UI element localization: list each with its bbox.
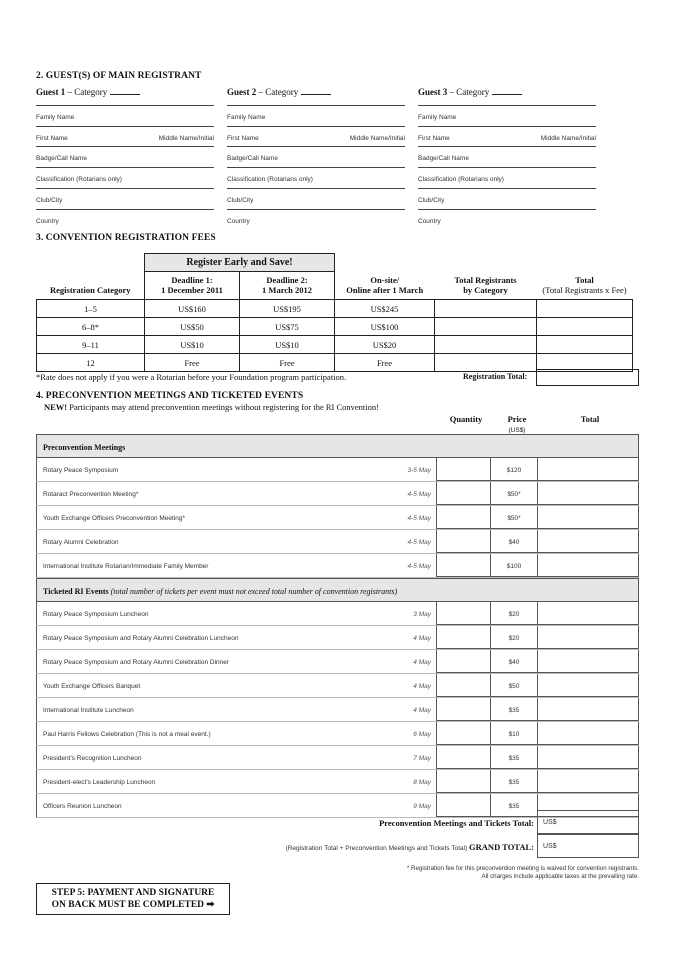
guest-1-column (36, 87, 214, 231)
event-total-input[interactable] (537, 530, 639, 553)
header-deadline-2: Deadline 2: 1 March 2012 (240, 272, 335, 300)
club-city-field[interactable]: Club/City (227, 189, 405, 210)
event-row (36, 482, 639, 506)
event-name: President-elect's Leadership Luncheon (43, 779, 156, 786)
event-name: Rotary Peace Symposium (43, 467, 119, 474)
quantity-input[interactable] (436, 746, 491, 769)
quantity-input[interactable] (436, 674, 491, 697)
registration-fees-table (36, 253, 633, 372)
total-registrants-input[interactable] (435, 300, 537, 318)
total-registrants-input[interactable] (435, 318, 537, 336)
event-row (36, 626, 639, 650)
event-date: 4 May (413, 659, 431, 666)
event-date: 4-5 May (407, 515, 431, 522)
event-row (36, 722, 639, 746)
event-name: Paul Harris Fellows Celebration (This is not a meal event.) (43, 731, 211, 738)
guest-2-column (227, 87, 405, 231)
total-registrants-input[interactable] (435, 336, 537, 354)
club-city-field[interactable]: Club/City (36, 189, 214, 210)
quantity-input[interactable] (436, 506, 491, 529)
ticketed-band: Ticketed RI Events (total number of tickets per event must not exceed total number of convention registrants) (36, 578, 639, 602)
event-price: $120 (491, 458, 537, 481)
event-price: $40 (491, 530, 537, 553)
event-name: Youth Exchange Officers Banquet (43, 683, 141, 690)
fee-deadline-1: Free (145, 354, 240, 372)
quantity-input[interactable] (436, 770, 491, 793)
grand-total-label: (Registration Total + Preconvention Meetings and Tickets Total) GRAND TOTAL: (285, 842, 534, 852)
header-deadline-1: Deadline 1: 1 December 2011 (145, 272, 240, 300)
event-total-input[interactable] (537, 650, 639, 673)
event-date: 7 May (413, 755, 431, 762)
quantity-input[interactable] (436, 698, 491, 721)
club-city-field[interactable]: Club/City (418, 189, 596, 210)
event-price: $50* (491, 506, 537, 529)
event-row (36, 458, 639, 482)
event-row (36, 650, 639, 674)
row-total-input[interactable] (537, 300, 633, 318)
events-table (36, 434, 639, 818)
event-price: $50* (491, 482, 537, 505)
fee-onsite: Free (335, 354, 435, 372)
family-name-field[interactable]: Family Name (227, 105, 405, 126)
quantity-input[interactable] (436, 482, 491, 505)
classification-field[interactable]: Classification (Rotarians only) (36, 168, 214, 189)
event-price: $20 (491, 626, 537, 649)
fee-deadline-1: US$10 (145, 336, 240, 354)
event-date: 4-5 May (407, 563, 431, 570)
total-registrants-input[interactable] (435, 354, 537, 372)
quantity-input[interactable] (436, 626, 491, 649)
header-total: Total (Total Registrants x Fee) (542, 275, 627, 296)
event-date: 4 May (413, 707, 431, 714)
event-price: $35 (491, 794, 537, 817)
event-total-input[interactable] (537, 674, 639, 697)
pre-tickets-total-label: Preconvention Meetings and Tickets Total: (379, 818, 534, 828)
event-name: Rotaract Preconvention Meeting* (43, 491, 139, 498)
event-price: $20 (491, 602, 537, 625)
footnotes: * Registration fee for this preconvention meeting is waived for convention registrants. All charges include applicable taxes at the prevailing rate. (406, 865, 639, 881)
quantity-input[interactable] (436, 554, 491, 577)
quantity-input[interactable] (436, 722, 491, 745)
event-total-input[interactable] (537, 458, 639, 481)
event-date: 4 May (413, 635, 431, 642)
event-name: President's Recognition Luncheon (43, 755, 142, 762)
event-price: $100 (491, 554, 537, 577)
family-name-field[interactable]: Family Name (418, 105, 596, 126)
section-4-subtitle: NEW! Participants may attend preconvention meetings without registering for the RI Convention! (44, 402, 379, 412)
event-price: $35 (491, 770, 537, 793)
arrow-right-icon: ➡ (206, 899, 215, 910)
event-total-input[interactable] (537, 602, 639, 625)
event-price: $35 (491, 746, 537, 769)
event-name: Rotary Peace Symposium and Rotary Alumni Celebration Dinner (43, 659, 230, 666)
quantity-input[interactable] (436, 458, 491, 481)
event-name: International Institute Rotarian/Immediate Family Member (43, 563, 209, 570)
guest-3-column (418, 87, 596, 231)
event-total-input[interactable] (537, 626, 639, 649)
fee-row (37, 300, 633, 318)
fee-row (37, 318, 633, 336)
fee-deadline-2: US$10 (240, 336, 335, 354)
badge-name-field[interactable]: Badge/Call Name (418, 147, 596, 168)
quantity-input[interactable] (436, 650, 491, 673)
step-5-callout: STEP 5: PAYMENT AND SIGNATURE ON BACK MUST BE COMPLETED ➡ (36, 883, 230, 915)
event-total-input[interactable] (537, 770, 639, 793)
registration-total-field[interactable] (536, 369, 639, 386)
col-total: Total (580, 414, 600, 424)
event-name: International Institute Luncheon (43, 707, 134, 714)
event-row (36, 746, 639, 770)
event-date: 9 May (413, 803, 431, 810)
guest-heading: Guest 2 – Category (227, 87, 405, 101)
section-4-title: 4. PRECONVENTION MEETINGS AND TICKETED EVENTS (36, 391, 304, 401)
event-row (36, 698, 639, 722)
event-name: Rotary Alumni Celebration (43, 539, 119, 546)
event-name: Rotary Peace Symposium Luncheon (43, 611, 149, 618)
fee-row (37, 336, 633, 354)
header-total-registrants: Total Registrants by Category (454, 275, 517, 296)
classification-field[interactable]: Classification (Rotarians only) (418, 168, 596, 189)
quantity-input[interactable] (436, 794, 491, 817)
first-name-field[interactable]: First Name Middle Name/Initial (36, 126, 214, 147)
family-name-field[interactable]: Family Name (36, 105, 214, 126)
fee-category: 9–11 (37, 336, 145, 354)
event-total-input[interactable] (537, 698, 639, 721)
event-total-input[interactable] (537, 722, 639, 745)
rate-note: *Rate does not apply if you were a Rotarian before your Foundation program participation. (36, 372, 347, 382)
event-price: $10 (491, 722, 537, 745)
event-total-input[interactable] (537, 554, 639, 577)
classification-field[interactable]: Classification (Rotarians only) (227, 168, 405, 189)
guest-heading: Guest 1 – Category (36, 87, 214, 101)
fee-deadline-2: US$195 (240, 300, 335, 318)
event-name: Youth Exchange Officers Preconvention Meeting* (43, 515, 186, 522)
fee-category: 1–5 (37, 300, 145, 318)
badge-name-field[interactable]: Badge/Call Name (227, 147, 405, 168)
event-row (36, 530, 639, 554)
guest-heading: Guest 3 – Category (418, 87, 596, 101)
event-price: $40 (491, 650, 537, 673)
event-row (36, 554, 639, 578)
header-onsite: On-site/ Online after 1 March (346, 275, 424, 296)
fee-onsite: US$20 (335, 336, 435, 354)
section-3-title: 3. CONVENTION REGISTRATION FEES (36, 233, 216, 243)
badge-name-field[interactable]: Badge/Call Name (36, 147, 214, 168)
event-name: Officers Reunion Luncheon (43, 803, 122, 810)
fee-deadline-1: US$160 (145, 300, 240, 318)
event-row (36, 674, 639, 698)
pre-tickets-total-field[interactable]: US$ (537, 810, 639, 834)
event-date: 3 May (413, 611, 431, 618)
event-date: 4-5 May (407, 491, 431, 498)
event-total-input[interactable] (537, 746, 639, 769)
row-total-input[interactable] (537, 336, 633, 354)
event-date: 3-5 May (407, 467, 431, 474)
fee-onsite: US$100 (335, 318, 435, 336)
country-field[interactable]: Country (418, 218, 441, 225)
row-total-input[interactable] (537, 318, 633, 336)
fee-deadline-2: US$75 (240, 318, 335, 336)
event-total-input[interactable] (537, 482, 639, 505)
fee-category: 12 (37, 354, 145, 372)
quantity-input[interactable] (436, 602, 491, 625)
event-row (36, 770, 639, 794)
col-price: Price (US$) (507, 414, 527, 434)
event-name: Rotary Peace Symposium and Rotary Alumni Celebration Luncheon (43, 635, 239, 642)
register-early-banner: Register Early and Save! (145, 254, 335, 272)
col-quantity: Quantity (449, 414, 483, 424)
registration-total-label: Registration Total: (463, 372, 528, 381)
event-date: 6 May (413, 731, 431, 738)
event-price: $50 (491, 674, 537, 697)
fee-category: 6–8* (37, 318, 145, 336)
event-price: $35 (491, 698, 537, 721)
grand-total-field[interactable]: US$ (537, 834, 639, 858)
event-date: 8 May (413, 779, 431, 786)
country-field[interactable]: Country (227, 218, 250, 225)
event-row (36, 506, 639, 530)
event-date: 4 May (413, 683, 431, 690)
event-total-input[interactable] (537, 506, 639, 529)
fee-deadline-1: US$50 (145, 318, 240, 336)
preconvention-band: Preconvention Meetings (36, 434, 639, 458)
section-2-title: 2. GUEST(S) OF MAIN REGISTRANT (36, 71, 202, 81)
country-field[interactable]: Country (36, 218, 59, 225)
fee-onsite: US$245 (335, 300, 435, 318)
first-name-field[interactable]: First Name Middle Name/Initial (227, 126, 405, 147)
quantity-input[interactable] (436, 530, 491, 553)
first-name-field[interactable]: First Name Middle Name/Initial (418, 126, 596, 147)
event-row (36, 602, 639, 626)
event-date: 4-5 May (407, 539, 431, 546)
header-category: Registration Category (50, 285, 131, 296)
fee-deadline-2: Free (240, 354, 335, 372)
